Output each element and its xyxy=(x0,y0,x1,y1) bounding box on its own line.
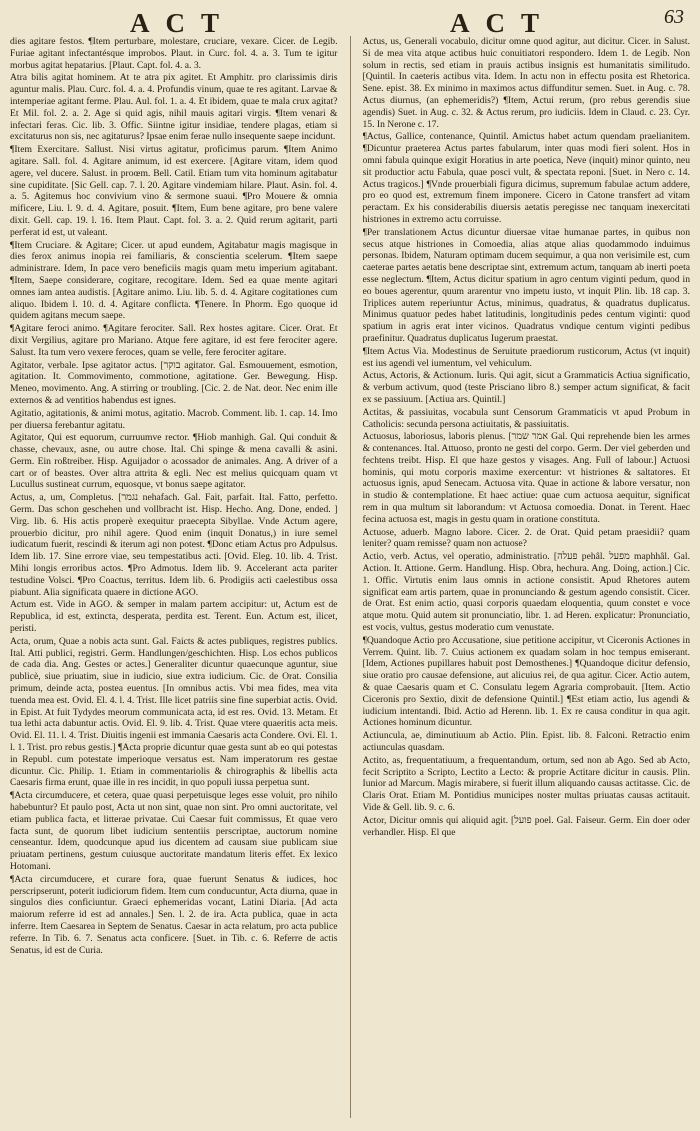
text-columns xyxy=(10,36,690,1118)
right-column xyxy=(363,36,691,1118)
entry-paragraph: ¶Item Actus Via. Modestinus de Seruitute praediorum rusticorum, Actus (vt inquit) est ius agendi vel iumentum, vel vehiculum. xyxy=(362,345,690,369)
entry-paragraph: ¶Quandoque Actio pro Accusatione, siue petitione accipitur, vt Ciceronis Actiones in Verrem. Quint. lib. 7. Cuius actionem ex quadam solam in hoc tempus emiserant. [Idem, Actiones pupillares habuit post Demosthenes.] ¶Quandoque dicitur defensio, siue oratio pro causae defensione, aut alicuius rei, de qua agitur. Cicer. Actio autem, & quae Caesaris quam et C. Consulatu legem Agraria comprobauit. [Item. Actio Ciceronis pro Sextio, dixit de defensione Quintil.] ¶Est etiam actio, Ius agendi & iudicium intentandi. Ibid. Actio ad Herenn. lib. 1. Ex re causa conditur in qua agit. Actiones hominum dicuntur. xyxy=(362,634,690,729)
entry-paragraph: Actum est. Vide in AGO. & semper in malam partem accipitur: ut, Actum est de Republica, id est, extincta, desperata, perdita est. Terent. Eun. Actum est, ilicet, peristi. xyxy=(10,599,338,635)
left-running-head: ACT xyxy=(130,8,236,38)
right-running-head: ACT xyxy=(450,8,556,38)
entry-paragraph: Actuose, aduerb. Magno labore. Cicer. 2. de Orat. Quid petam praesidii? quam leniter? quam remisse? quam non actuose? xyxy=(362,526,690,550)
entry-paragraph: Atra bilis agitat hominem. At te atra pix agitet. Et Amphitr. pro clarissimis diris aguntur malis. Plau. Curc. fol. 4. a. 4. Profundis vinum, quae te res agitant. Larvae & intemperiae agitant ferme. Plau. Aul. fol. 1. a. 4. Et ibidem, quae te mala crux agitat? Et Mil. fol. 2. a. 2. Age si quid agis, nihil mauis agitari virgis. ¶Item venari & infectari feras. Cic. lib. 3. Offic. Siintne igitur insidiae, tendere plagas, etiam si excitaturus non sis, nec agitaturus? Ipsae enim ferae nullo insequente saepe incidunt. xyxy=(10,72,338,143)
entry-paragraph: ¶Agitare feroci animo. ¶Agitare ferociter. Sall. Rex hostes agitare. Cicer. Orat. Et dixit Vergilius, agitare pro Mariano. Atque fere agitare, id est fere ferociter agere. Salust. Ita tum vero vexere feroces, quam se velle, fere ferociter agitare. xyxy=(10,323,338,358)
entry-paragraph: Agitatio, agitationis, & animi motus, agitatio. Macrob. Comment. lib. 1. cap. 14. Imo per diuersa ferebantur agitatu. xyxy=(10,407,338,431)
entry-paragraph: Agitator, Qui est equorum, curruumve rector. ¶Hiob manhigh. Gal. Qui conduit & chasse, chevaux, asne, ou autre chose. Ital. Chi spinge & mena cavalli & asini. Germ. Ein roßtreiber. Hisp. Aguijador o acossador de animales. Ang. A driver of a cart or of beastes. Over altra attrita & egli. Nec est melius quicquam quam vt Lucullus sustineat currum, equosque, vt bonus saepe agitator. xyxy=(10,432,338,491)
entry-paragraph: Actiuncula, ae, diminutiuum ab Actio. Plin. Epist. lib. 8. Falconi. Retractio enim actiunculas quasdam. xyxy=(362,730,690,754)
entry-paragraph: ¶Acta circumducere, et cetera, quae quasi perpetuisque leges esse voluit, pro nihilo habebuntur? Et paulo post, Acta ut non sint, quae non sint. Pro omni auctoritate, vel etiam publica facta, et litterae privatae. Cui Caesar fuit commissus, Et quae vero facta sunt, de quorum libet iudicium sententiis perscriptae, auctorum nomine censeantur. Idem, quodcunque apud ius dicentem ad causam siue publicam siue priuatam pertinens, gestum cuiusque auctoritate mandatum literis effet. Ex lexico Hotomani. xyxy=(10,790,338,872)
entry-paragraph: Actitas, & passiuitas, vocabula sunt Censorum Grammaticis vt apud Probum in Catholicis: secunda persona actiuitatis, & passiuitatis. xyxy=(362,406,690,430)
entry-paragraph: Actus, us, Generali vocabulo, dicitur omne quod agitur, aut dicitur. Cicer. in Salust. Si de mea vita atque actibus huic conuitiatori respondero. Idem 1. de Legib. Non solum in rectis, sed etiam in prauis actibus insignis est humanitatis similitudo. [Quintil. In caeteris actibus vita. Idem. In actu non in effectu posita est Rhetorica. Sene. epist. 38. Ex minimo in maximos actus diffunditur semen. Suet. in Aug. c. 78. Actus diurnus, (an ephemeridis?) ¶Item, Actui rerum, (pro rebus gerendis siue agendis) Suet. in Aug. c. 32. & Actus rerum, pro iudiciis. Idem in Claud. c. 23. Cyr. 15. In Nerone c. 17. xyxy=(362,36,690,130)
column-divider xyxy=(350,36,351,1118)
entry-paragraph: ¶Per translationem Actus dicuntur diuersae vitae humanae partes, in quibus non secus atque histriones in Comoedia, alias atque alias quodammodo induimus personas. Ibidem, Naturam optimam ducem sequimur, a qua non verisimile est, cum caeterae partes aetatis bene descriptae sint, extremum actum, tanquam ab inerti poeta esse neglectum. ¶Item, Actus dicitur spatium in agro centum viginti pedum, quod in eo boues agerentur, quum ararentur vno impetu iusto, vt inquit Plin. lib. 18 cap. 3. Triplices autem reperiuntur Actus, minimus, quadratus, & quadratus duplicatus. Minimus quatuor pedes habet latitudinis, longitudinis pedes centum viginti: quod spatium in agris erat inter vicinos. Quadratus vndique centum viginti pedibus praefinitur. Quadratus duplicatus Iugerum praestat. xyxy=(362,226,690,344)
entry-paragraph: Actus, a, um, Completus. [נגמר nehafach. Gal. Fait, parfait. Ital. Fatto, perfetto. Germ. Das schon geschehen und vollbracht ist. Hisp. Hecho. Ang. Done, ended. ] Virg. lib. 6. His actis properè exequitur praecepta Sibyllae. Vnde Actum agere, prouerbio dicitur, pro nihil agere. Quod enim (inquit Donatus,) in iure semel iudicatum fuerit, rescindi & iterum agi non potest. ¶Donc etiam Actus pro Adpulsus. Idem lib. 17. Sine errore viae, seu tempestatibus acti. [Ovid. Eleg. 10. lib. 4. Trist. Mihi longis erroribus actos. ¶Pro Admotus. Idem lib. 9. Accelerant acta pariter testudine Volsci. ¶Pro Coactus, territus. Idem lib. 6. Prodigiis acti caelestibus ossa piabunt. Alia significata quaere in dictione AGO. xyxy=(10,492,338,598)
entry-paragraph: Actor, Dicitur omnis qui aliquid agit. [פועל poel. Gal. Faiseur. Germ. Ein doer oder verhandler. Hisp. El que xyxy=(362,814,690,838)
entry-paragraph: ¶Acta circumducere, et curare fora, quae fuerunt Senatus & iudices, hoc perscripserunt, poterit iudiciorum fidem. Item cum conducuntur, Acta diurna, quae in singulos dies conficiuntur. Graeci ephemeridas vocant, Latini Diaria. [Ad acta maiorum referre id est ad annales.] Sen. l. 2. de ira. Acta publica, quae in acta inferre. Item Caesarea in Septem de Senatus. Caesar in acta relatum, pro acta publice referre. In Tib. 6. 7. Senatus acta conficere. [Suet. in Tib. c. 6. Referre de actis Senatus, id est de Curia. xyxy=(10,873,338,956)
entry-paragraph: Actito, as, frequentatiuum, a frequentandum, ortum, sed non ab Ago. Sed ab Acto, fecit Scriptito a Scripto, Lectito a Lecto: & proprie Actitare dicitur in causis. Plin. Iunior ad Marcum. Magis mirabere, si fuerit illum aliquando causas actitasse. Cic. de Claris Orat. Etiam M. Pontidius municipes noster multas priuatas causas actitauit. Vide & Gell. lib. 9. c. 6. xyxy=(362,754,690,813)
running-header xyxy=(10,6,690,36)
entry-paragraph: ¶Item Cruciare. & Agitare; Cicer. ut apud eundem, Agitabatur magis magisque in dies ferox animus inopia rei familiaris, & conscientia scelerum. ¶Item saepe administrare. Idem, In pace vero beneficiis magis quam metu imperium agitabant. ¶Item, Saepe considerare, cogitare, recogitare. Idem. Sed ea quae mente agitari omnes iam antea audistis. [Agitare animo. Liu. lib. 5. d. 4. Agitare cogitationes cum aliquo. Ibidem l. 10. d. 4. Agitare conflicta. ¶Tenere. In Phorm. Ego quoque id quidem agitans mecum saepe. xyxy=(10,239,338,322)
entry-paragraph: Actio, verb. Actus, vel operatio, administratio. [פעלה pehâl. מפעל maphhâl. Gal. Action. It. Attione. Germ. Handlung. Hisp. Obra, hechura. Ang. Doing, action.] Cic. 1. Offic. Virtutis enim laus omnis in actione consistit. Apud Rhetores autem significat eam artis partem, quae in pronunciando & gestum agendo consistit. Cicer. de Orat. Est enim actio, quasi corporis quaedam eloquentia, quum constet e voce atque motu. Quid autem sit pronunciatio, libr. 1. ad Heren. explicatur: Pronunciatio, est vocis, vultus, gestus moderatio cum venustate. xyxy=(362,551,690,634)
entry-paragraph: Actuosus, laboriosus, laboris plenus. [אמר שמר Gal. Qui reprehende bien les armes & contenances. Ital. Attuoso, pronto ne gesti del corpo. Germ. Der viel geberden und fechtens treibt. Hisp. El que haze gestos y visages. Ang. Full of labour.] Actuosi hominis, qui motu corporis maxime exercentur: vt histriones & saltatores. Et actuosus ignis, apud Senecam. Actuosa vita. Quae in actione & labore versatur, non in studio & contemplatione. Et haec actiue: quae cum actuosa aequitur, significat rem in qua multum sit laborandum: vt Actuosa comoedia. Donat. in Terent. Haec fecina actuosa est, magis in gestu quam in oratione constituta. xyxy=(362,431,690,525)
entry-paragraph: ¶Item Exercitare. Sallust. Nisi virtus agitatur, proficimus parum. ¶Item Animo agitare. Sall. fol. 4. Agitare animum, id est exercere. [Agitare vitam, idem quod agere, vel ducere. Salust. in proœm. Bell. Catil. Etiam tum vita hominum agitabatur sine cupiditate. [Sic Gell. cap. 7. l. 20. Agitare vindemiam hilare. Plaut. Asin. fol. 4. a. 5. Agitemus hoc convivium vino & sermone suaui. ¶Pro Mouere & omnia mificere, Liu. l. 9. d. 4. Agitare, posuit. ¶Item, Eum bene agitare, pro bene valere dixit. Gell. cap. 19. l. 16. Item Plaut. Capt. fol. 3. a. 2. Quid rerum agitarit, parti perferat id est, ut valeant. xyxy=(10,144,338,238)
entry-paragraph: Agitator, verbale. Ipse agitator actus. [בוקר agitator. Gal. Esmouuement, esmotion, agitation. It. Commovimento, commotione, agitatione. Ger. Bewegung. Hisp. Meneo, movimento. Ang. A stirring or troubling. [Cic. 2. de Nat. deor. Nec enim ille externos & ad ventitios habendus est ignes. xyxy=(10,359,338,406)
entry-paragraph: Actus, Actoris, & Actionum. Iuris. Qui agit, sicut a Grammaticis Actiua significatio, & verbum activum, quod (teste Prisciano libro 8.) semper actum significat, & facit ex se passiuum. [Actiua ars. Quintil.] xyxy=(362,370,690,405)
entry-paragraph: dies agitare festos. ¶Item perturbare, molestare, cruciare, vexare. Cicer. de Legib. Furiae agitant infectantésque improbos. Plaut. in Curc. fol. 4. a. 3. Tum te igitur morbus agitat hepatarius. [Plaut. Capt. fol. 4. a. 3. xyxy=(10,36,338,71)
entry-paragraph: Acta, orum, Quae a nobis acta sunt. Gal. Faicts & actes publiques, registres publics. Ital. Atti publici, registri. Germ. Handlungen/geschichten. Hisp. Los echos publicos de cada dia. Ang. Gestes or actes.] Generaliter dicuntur quaecunque aguntur, siue publicè, siue priuatim, siue in iudicio, siue extra iudicium. Cic. de Orat. Consilia primum, deinde acta, postea euentus. [In omnibus actis. Vbi mea fides, mea vita tuenda mea est. Ovid. El. 4. l. 4. Trist. Ille licet patriis sine fine superbiat actis. Ovid. in Epist. At fuit Tydydes meorum communicata acta, id est res. Ovid. 13. Metam. Et tua lethi acta dabuntur actis. Ovid. El. 9. lib. 4. Trist. Quae vtere quaeritis acta meis. Ovid. El. 11. l. 4. Trist. Diuitis ingenii est immania Caesaris acta Condere. Ovi. El. 1. l. 1. Trist. pro rebus gestis.] ¶Acta proprie dicuntur quae gesta sunt ab eo qui potestas in Republ. cum potestate imperioque versatus est. Nam imperatorum res gestae dicuntur. Cic. Philip. 1. Etiam in commentariolis & chirographis & libellis acta Caesaris firma erunt, quae ille in res incidit, in quo populi iussa perpetua sunt. xyxy=(10,635,338,789)
page-number: 63 xyxy=(664,6,684,28)
left-column xyxy=(10,36,338,1118)
entry-paragraph: ¶Actus, Gallice, contenance, Quintil. Amictus habet actum quendam praelianitem. ¶Dicuntur praeterea Actus partes fabularum, inter quas modi fieri solent. Hos in omni fabula quinque exigit Horatius in arte poetica, Neve (inquit) minor quinto, neu sit productior actu Fabula, quae posci vult, & spectata reponi. [Suet. in Nero c. 14. Actus tragicos.] ¶Vnde prouerbiali figura dicimus, supremum fabulae actum addere, pro eo quod est, extremum finem imponere. Cicero in Catone transfert ad vitam peractam. Ex his considerabilis diuersis aetatis peregisse nec tanquam inexercitati histriones in extremo actu corruisse. xyxy=(362,131,690,225)
